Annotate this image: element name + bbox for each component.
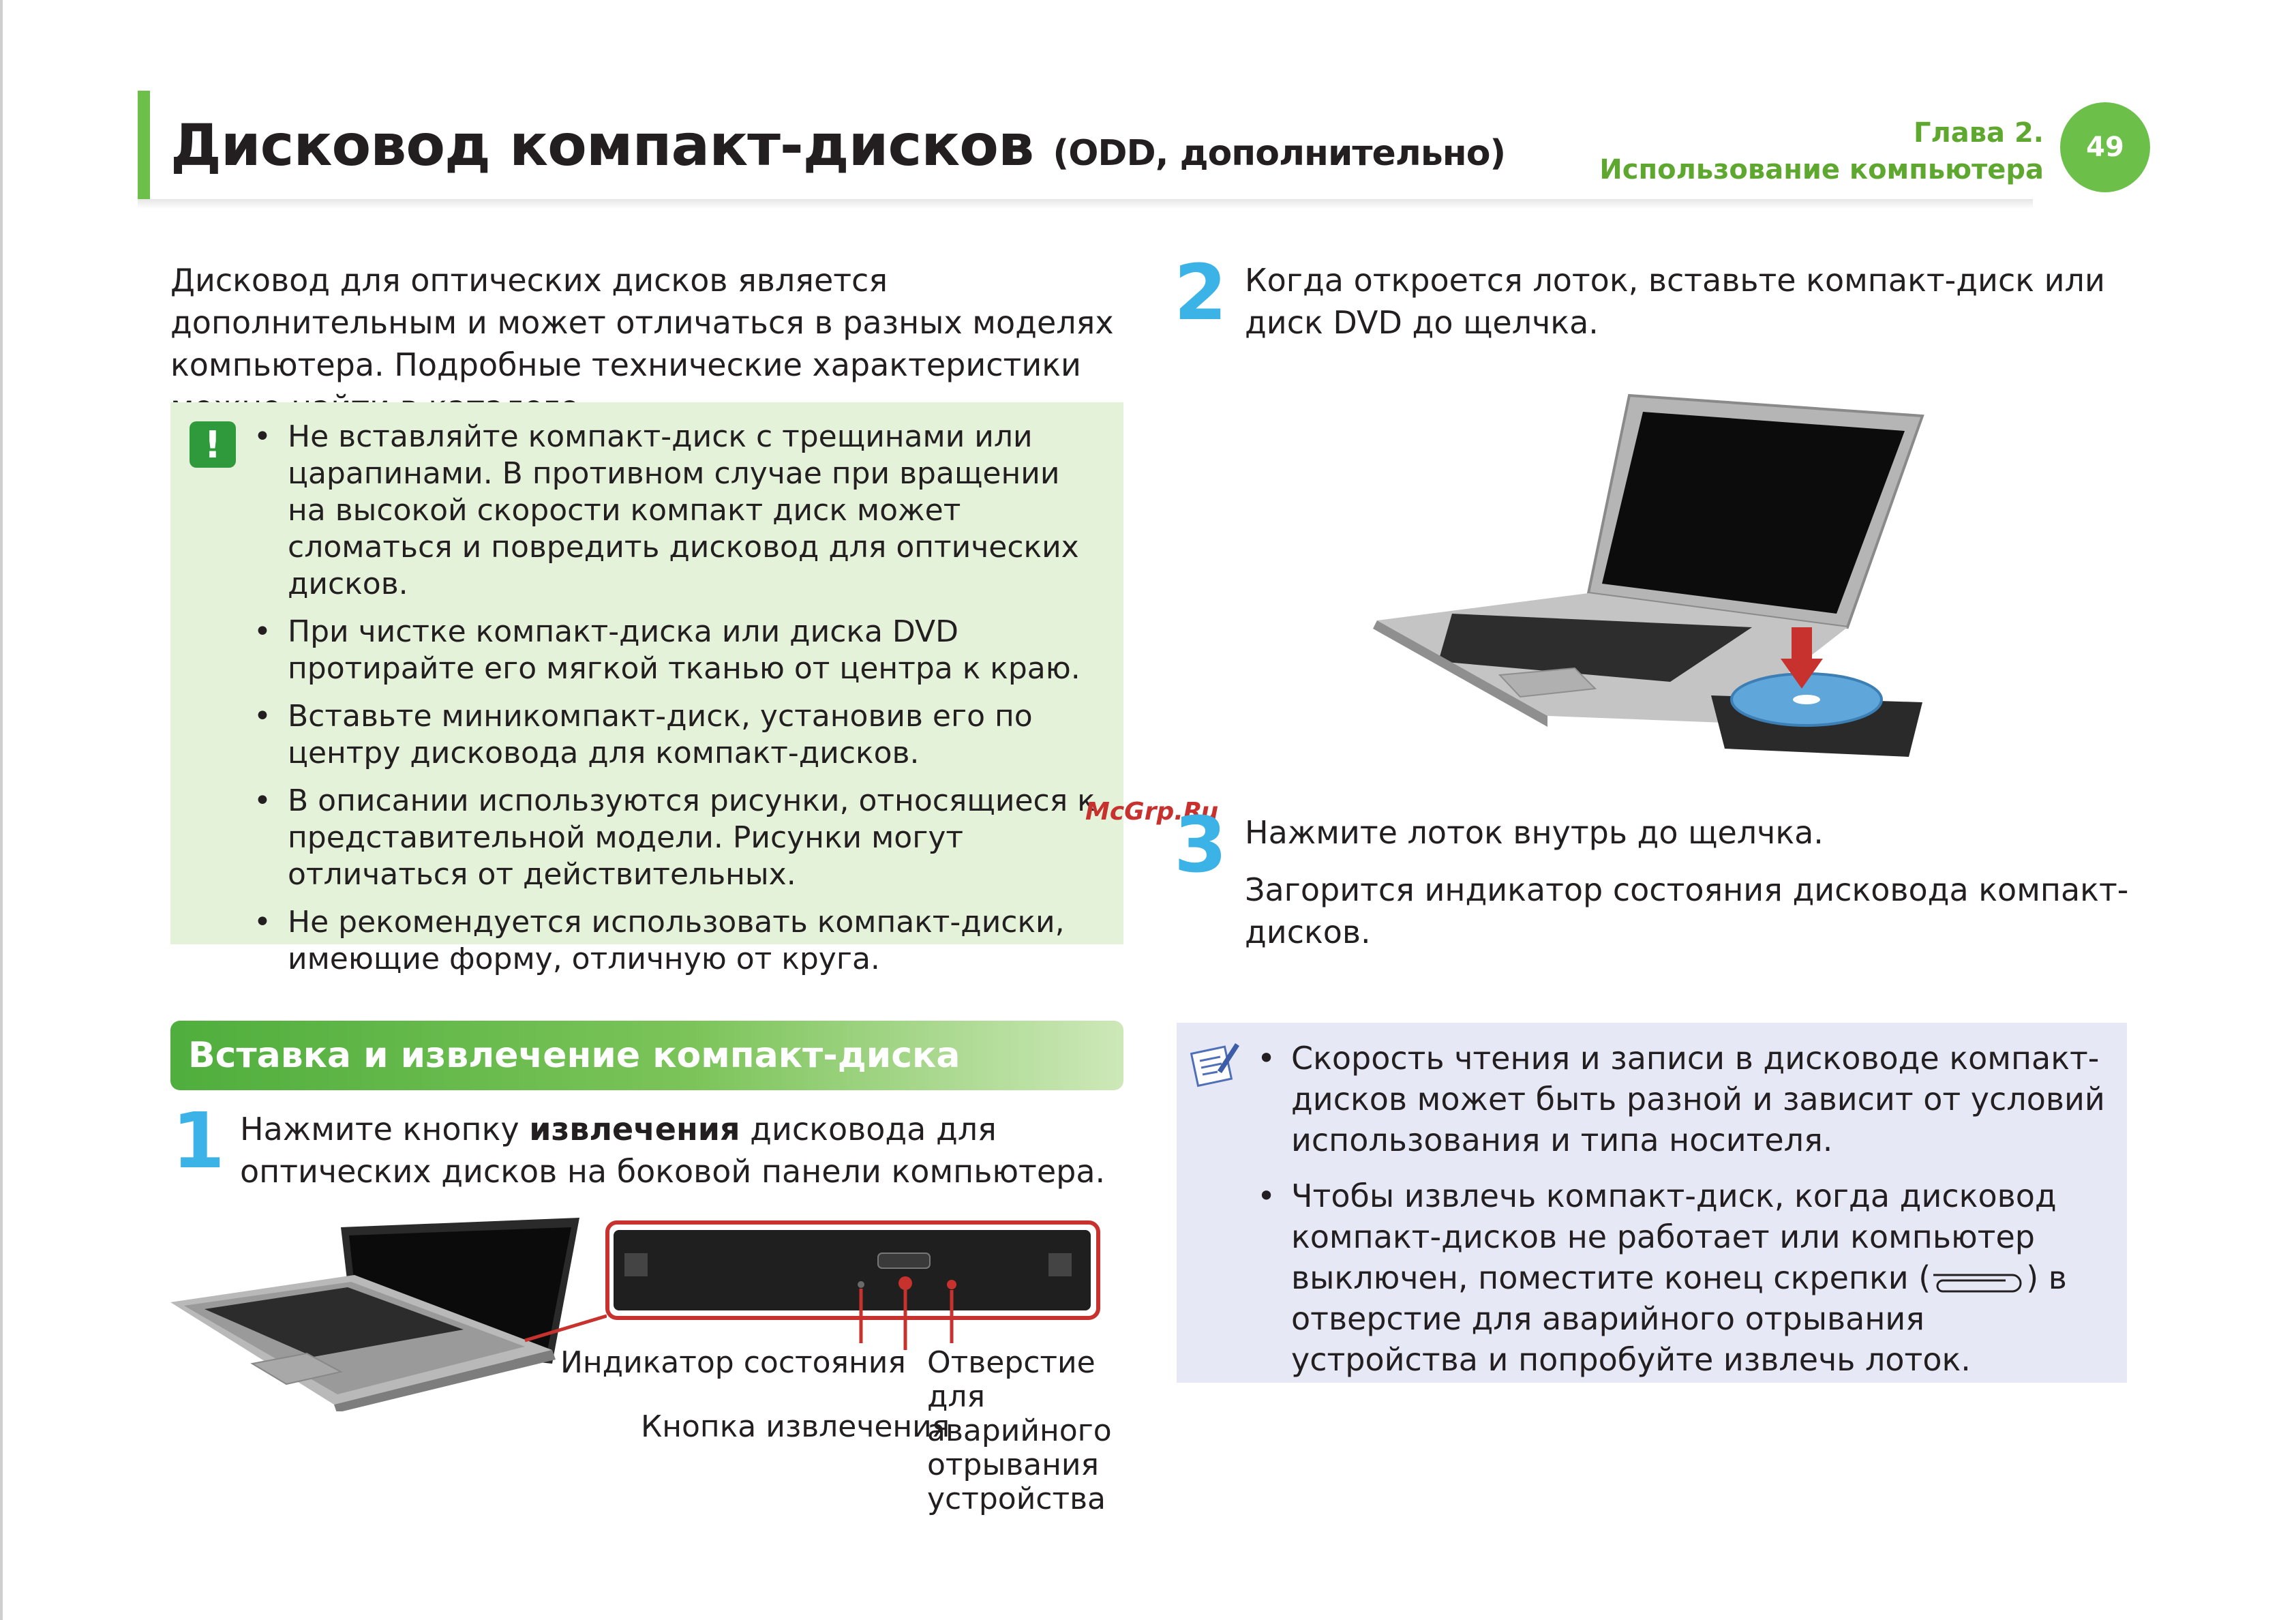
status-indicator-dot bbox=[858, 1281, 864, 1288]
page-title bbox=[170, 112, 1505, 179]
chapter-number: Глава 2. bbox=[1913, 117, 2044, 149]
page-number-badge: 49 bbox=[2060, 102, 2150, 192]
emergency-hole-dot bbox=[947, 1280, 956, 1289]
step-number-3: 3 bbox=[1174, 801, 1227, 890]
page-edge bbox=[0, 0, 3, 1620]
watermark: McGrp.Ru bbox=[1085, 798, 1219, 826]
drive-front-callout bbox=[605, 1220, 1103, 1350]
paperclip-icon bbox=[1931, 1268, 2026, 1293]
step-1-text bbox=[240, 1108, 1140, 1192]
exclamation-icon: ! bbox=[190, 421, 236, 468]
section-heading: Вставка и извлечение компакт-диска bbox=[170, 1021, 1123, 1090]
laptop-tray-illustration bbox=[1370, 389, 1929, 770]
note-pencil-icon bbox=[1190, 1038, 1242, 1090]
note-item-2-a: Чтобы извлечь компакт-диск, когда дисковод компакт-дисков не работает или компьютер выключен, поместите конец скрепки ( bbox=[1291, 1178, 2057, 1296]
intro-paragraph: Дисковод для оптических дисков является дополнительным и может отличаться в разных моделях компьютера. Подробные технические характеристики bbox=[170, 262, 1114, 383]
eject-button-dot bbox=[898, 1276, 912, 1290]
caption-eject-button: Кнопка извлечения bbox=[641, 1409, 950, 1444]
caption-emergency-hole: Отверстие для аварийного отрывания устройства bbox=[927, 1345, 1112, 1516]
chapter-label bbox=[1599, 115, 2044, 188]
warning-item: • При чистке компакт-диска или диска DVD протирайте его мягкой тканью от центра к краю. bbox=[247, 614, 1106, 687]
warning-item: • Вставьте миникомпакт-диск, установив его по центру дисковода для компакт-дисков. bbox=[247, 698, 1106, 772]
warning-list bbox=[247, 419, 1106, 989]
insert-arrow-icon bbox=[1792, 627, 1812, 660]
step-1-text-bold: извлечения bbox=[529, 1111, 740, 1148]
step-3-text bbox=[1245, 811, 2158, 953]
note-item-2-b: ) в отверстие для аварийного отрывания устройства и попробуйте извлечь лоток. bbox=[1291, 1259, 2067, 1378]
caption-status-indicator: Индикатор состояния bbox=[560, 1345, 906, 1380]
warning-item: • Не рекомендуется использовать компакт-диски, имеющие форму, отличную от круга. bbox=[247, 904, 1106, 978]
note-list bbox=[1250, 1038, 2116, 1395]
title-accent-bar bbox=[138, 91, 150, 202]
laptop-side-illustration bbox=[170, 1214, 607, 1411]
step-3-line-2: Загорится индикатор состояния дисковода компакт-дисков. bbox=[1245, 871, 2129, 950]
step-3-line-1: Нажмите лоток внутрь до щелчка. bbox=[1245, 814, 1824, 851]
step-1-text-a: Нажмите кнопку bbox=[240, 1111, 530, 1148]
page-title-sub: (ODD, дополнительно) bbox=[1053, 133, 1506, 174]
note-item: • Скорость чтения и записи в дисководе компакт-дисков может быть разной и зависит от условий использования и типа носителя. bbox=[1250, 1038, 2116, 1160]
header-rule bbox=[138, 199, 2033, 209]
warning-item: • В описании используются рисунки, относящиеся к представительной модели. Рисунки могут отличаться от действительных. bbox=[247, 783, 1106, 893]
step-number-2: 2 bbox=[1174, 249, 1227, 338]
step-2-text: Когда откроется лоток, вставьте компакт-диск или диск DVD до щелчка. bbox=[1245, 262, 2105, 341]
chapter-title: Использование компьютера bbox=[1599, 154, 2044, 185]
warning-item: • Не вставляйте компакт-диск с трещинами или царапинами. В противном случае при вращении на высокой скорости компакт диск может сломаться и повредить дисковод для оптических дисков. bbox=[247, 419, 1106, 603]
page-title-main: Дисковод компакт-дисков bbox=[170, 112, 1034, 179]
note-item bbox=[1250, 1175, 2116, 1380]
step-number-1: 1 bbox=[172, 1097, 225, 1186]
step-1-text-b: дисковода для оптических дисков на боковой панели компьютера. bbox=[240, 1111, 1106, 1190]
